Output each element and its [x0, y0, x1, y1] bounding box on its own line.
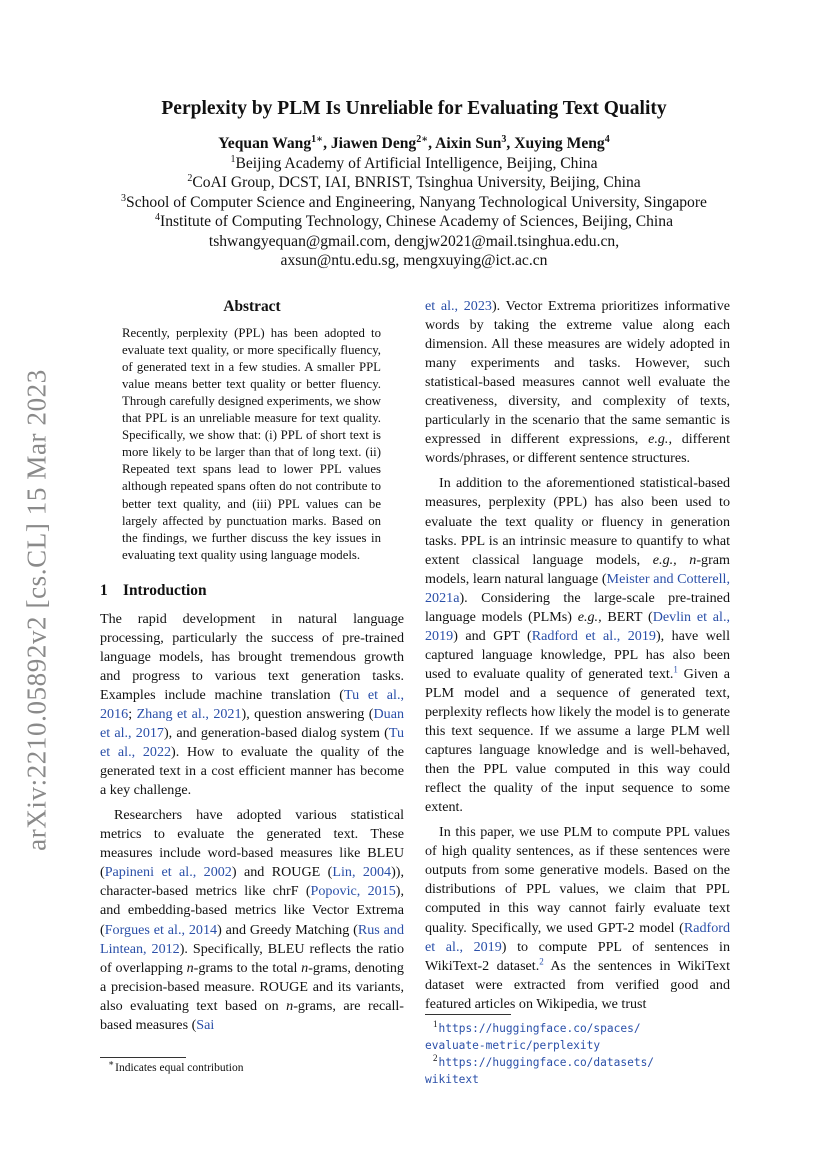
paragraph: Researchers have adopted various statistical metrics to evaluate the generated text. These measures include word-based measures like BLEU (Papineni et al., 2002) and ROUGE (Lin, 2004)), character-based metrics like chrF (Popovic, 2015), and embedding-based metrics like Vector Extrema (Forgues et al., 2014) and Greedy Matching (Rus and Lintean, 2012). Specifically, BLEU reflects the ratio of overlapping n-grams to the total n-grams, denoting a precision-based measure. ROUGE and its variants, also evaluating text based on n-grams, are recall-based measures (Sai [100, 807, 404, 1033]
abstract-text: Recently, perplexity (PPL) has been adopted to evaluate text quality, or more specifically fluency, of generated text in a few studies. A smaller PPL value means better text quality or better fluency. Through carefully designed experiments, we show that PPL is an unreliable measure for text quality. Specifically, we show that: (i) PPL of short text is more likely to be larger than that of long text. (ii) Repeated text spans lead to lower PPL values although repeated spans often do not contribute to better text quality, and (iii) PPL values can be largely affected by punctuation marks. Based on the findings, we further discuss the key issues in evaluating text quality using language models. [122, 326, 381, 562]
author-email: tshwangyequan@gmail.com, dengjw2021@mail.tsinghua.edu.cn, [208, 232, 620, 250]
citation-link[interactable]: Radford et al., 2019 [425, 919, 730, 955]
abstract-heading: Abstract [223, 298, 281, 315]
author-email: axsun@ntu.edu.sg, mengxuying@ict.ac.cn [280, 252, 548, 269]
author-affiliation-mark: 2∗ [416, 133, 429, 145]
author-affiliation-mark: 1∗ [311, 133, 324, 145]
footnote-url[interactable]: https://huggingface.co/spaces/ [438, 1022, 641, 1035]
footnote-ref[interactable]: 2 [539, 955, 544, 966]
citation-link[interactable]: Rus and Lintean, 2012 [100, 921, 404, 957]
citation-link[interactable]: Duan et al., 2017 [100, 705, 404, 742]
paragraph: et al., 2023). Vector Extrema prioritizes informative words by taking the extreme value along each dimension. All these measures are widely adopted in many experiments and tasks. However, such statistical-based measures cannot well evaluate the creativeness, diversity, and complexity of texts, particularly in the scenario that the same semantic is expressed in different expressions, e.g., different words/phrases, or different sentence structures. [425, 298, 731, 467]
author-name: Jiawen Deng [330, 135, 417, 152]
author-affiliation-mark: 4 [604, 133, 610, 145]
left-column [100, 297, 404, 1035]
citation-link[interactable]: Popovic, 2015 [310, 883, 396, 900]
footnote-rule [425, 1014, 511, 1015]
citation-link[interactable]: Lin, 2004 [332, 864, 392, 881]
footnote-left [100, 1057, 404, 1074]
citation-link[interactable]: Meister and Cotterell, 2021a [425, 570, 730, 606]
footnotes-right [425, 1014, 730, 1088]
footnote-url[interactable]: https://huggingface.co/datasets/ [438, 1056, 655, 1069]
citation-link[interactable]: Sai [196, 1016, 215, 1033]
author-block [0, 134, 828, 271]
affiliation: $^4$Institute of Computing Technology, Chinese Academy of Sciences, Beijing, China [155, 211, 673, 230]
citation-link[interactable]: Devlin et al., 2019 [425, 608, 730, 644]
author-names: Yequan Wang$^{1∗}$, Jiawen Deng$^{2∗}$, Aixin Sun$^3$, Xuying Meng$^4$ [218, 133, 610, 152]
paragraph: In this paper, we use PLM to compute PPL values of high quality sentences, as if these sentences were outputs from some generative models. Based on the distributions of PPL values, we claim that PPL computed in this way cannot fairly evaluate text quality. Specifically, we used GPT-2 model (Radford et al., 2019) to compute PPL of sentences in WikiText-2 dataset.$^2$ As the sentences in WikiText dataset were extracted from verified good and featured articles on Wikipedia, we trust [425, 824, 731, 1012]
footnote-ref[interactable]: 1 [673, 664, 678, 675]
citation-link[interactable]: Tu et al., 2016 [100, 686, 404, 722]
citation-link[interactable]: Forgues et al., 2014 [104, 921, 218, 938]
affiliation: $^3$School of Computer Science and Engineering, Nanyang Technological University, Singapore [121, 192, 707, 211]
citation-link[interactable]: Tu et al., 2022 [100, 725, 405, 761]
author-name: Yequan Wang [218, 135, 312, 152]
section-heading: 1 Introduction [100, 581, 207, 599]
author-affiliation-mark: 3 [501, 133, 507, 145]
citation-link[interactable]: et al., 2023 [425, 298, 492, 314]
right-column [425, 297, 730, 1014]
footnote-url[interactable]: evaluate-metric/perplexity [425, 1039, 601, 1052]
arxiv-side-stamp [12, 360, 62, 860]
arxiv-identifier: arXiv:2210.05892v2 [cs.CL] 15 Mar 2023 [21, 369, 52, 851]
paragraph: In addition to the aforementioned statistical-based measures, perplexity (PPL) has also been used to evaluate the text quality or fluency in generation tasks. PPL is an intrinsic measure to quantify to what extent classical language models, e.g., n-gram models, learn natural language (Meister and Cotterell, 2021a). Considering the large-scale pre-trained language models (PLMs) e.g., BERT (Devlin et al., 2019) and GPT (Radford et al., 2019), have well captured language knowledge, PPL has also been used to evaluate quality of generated text.$^1$ Given a PLM model and a sequence of generated text, perplexity reflects how likely the model is to generate this text sequence. If we assume a large PLM well captures language knowledge and is well-behaved, then the PPL value computed in this way could reflect the quality of the input sequence to some extent. [425, 475, 731, 816]
citation-link[interactable]: Papineni et al., 2002 [104, 864, 232, 881]
citation-link[interactable]: Zhang et al., 2021 [136, 705, 242, 722]
paper-title: Perplexity by PLM Is Unreliable for Evaluating Text Quality [161, 98, 667, 119]
footnote: $^2$https://huggingface.co/datasets/ wikitext [425, 1052, 655, 1086]
footnote-url[interactable]: wikitext [425, 1073, 479, 1086]
footnote: $^1$https://huggingface.co/spaces/ evaluate-metric/perplexity [425, 1018, 641, 1052]
affiliation: $^2$CoAI Group, DCST, IAI, BNRIST, Tsinghua University, Beijing, China [187, 172, 641, 191]
author-name: Xuying Meng [514, 135, 605, 152]
footnote: ∗Indicates equal contribution [108, 1058, 244, 1074]
author-name: Aixin Sun [435, 135, 502, 152]
citation-link[interactable]: Radford et al., 2019 [531, 627, 656, 644]
affiliation: $^1$Beijing Academy of Artificial Intelligence, Beijing, China [230, 153, 598, 172]
paragraph: The rapid development in natural language processing, particularly the success of pre-trained language models, has brought tremendous growth and progress to various text generation tasks. Examples include machine translation (Tu et al., 2016; Zhang et al., 2021), question answering (Duan et al., 2017), and generation-based dialog system (Tu et al., 2022). How to evaluate the quality of the generated text in a cost efficient manner has become a key challenge. [100, 610, 405, 799]
